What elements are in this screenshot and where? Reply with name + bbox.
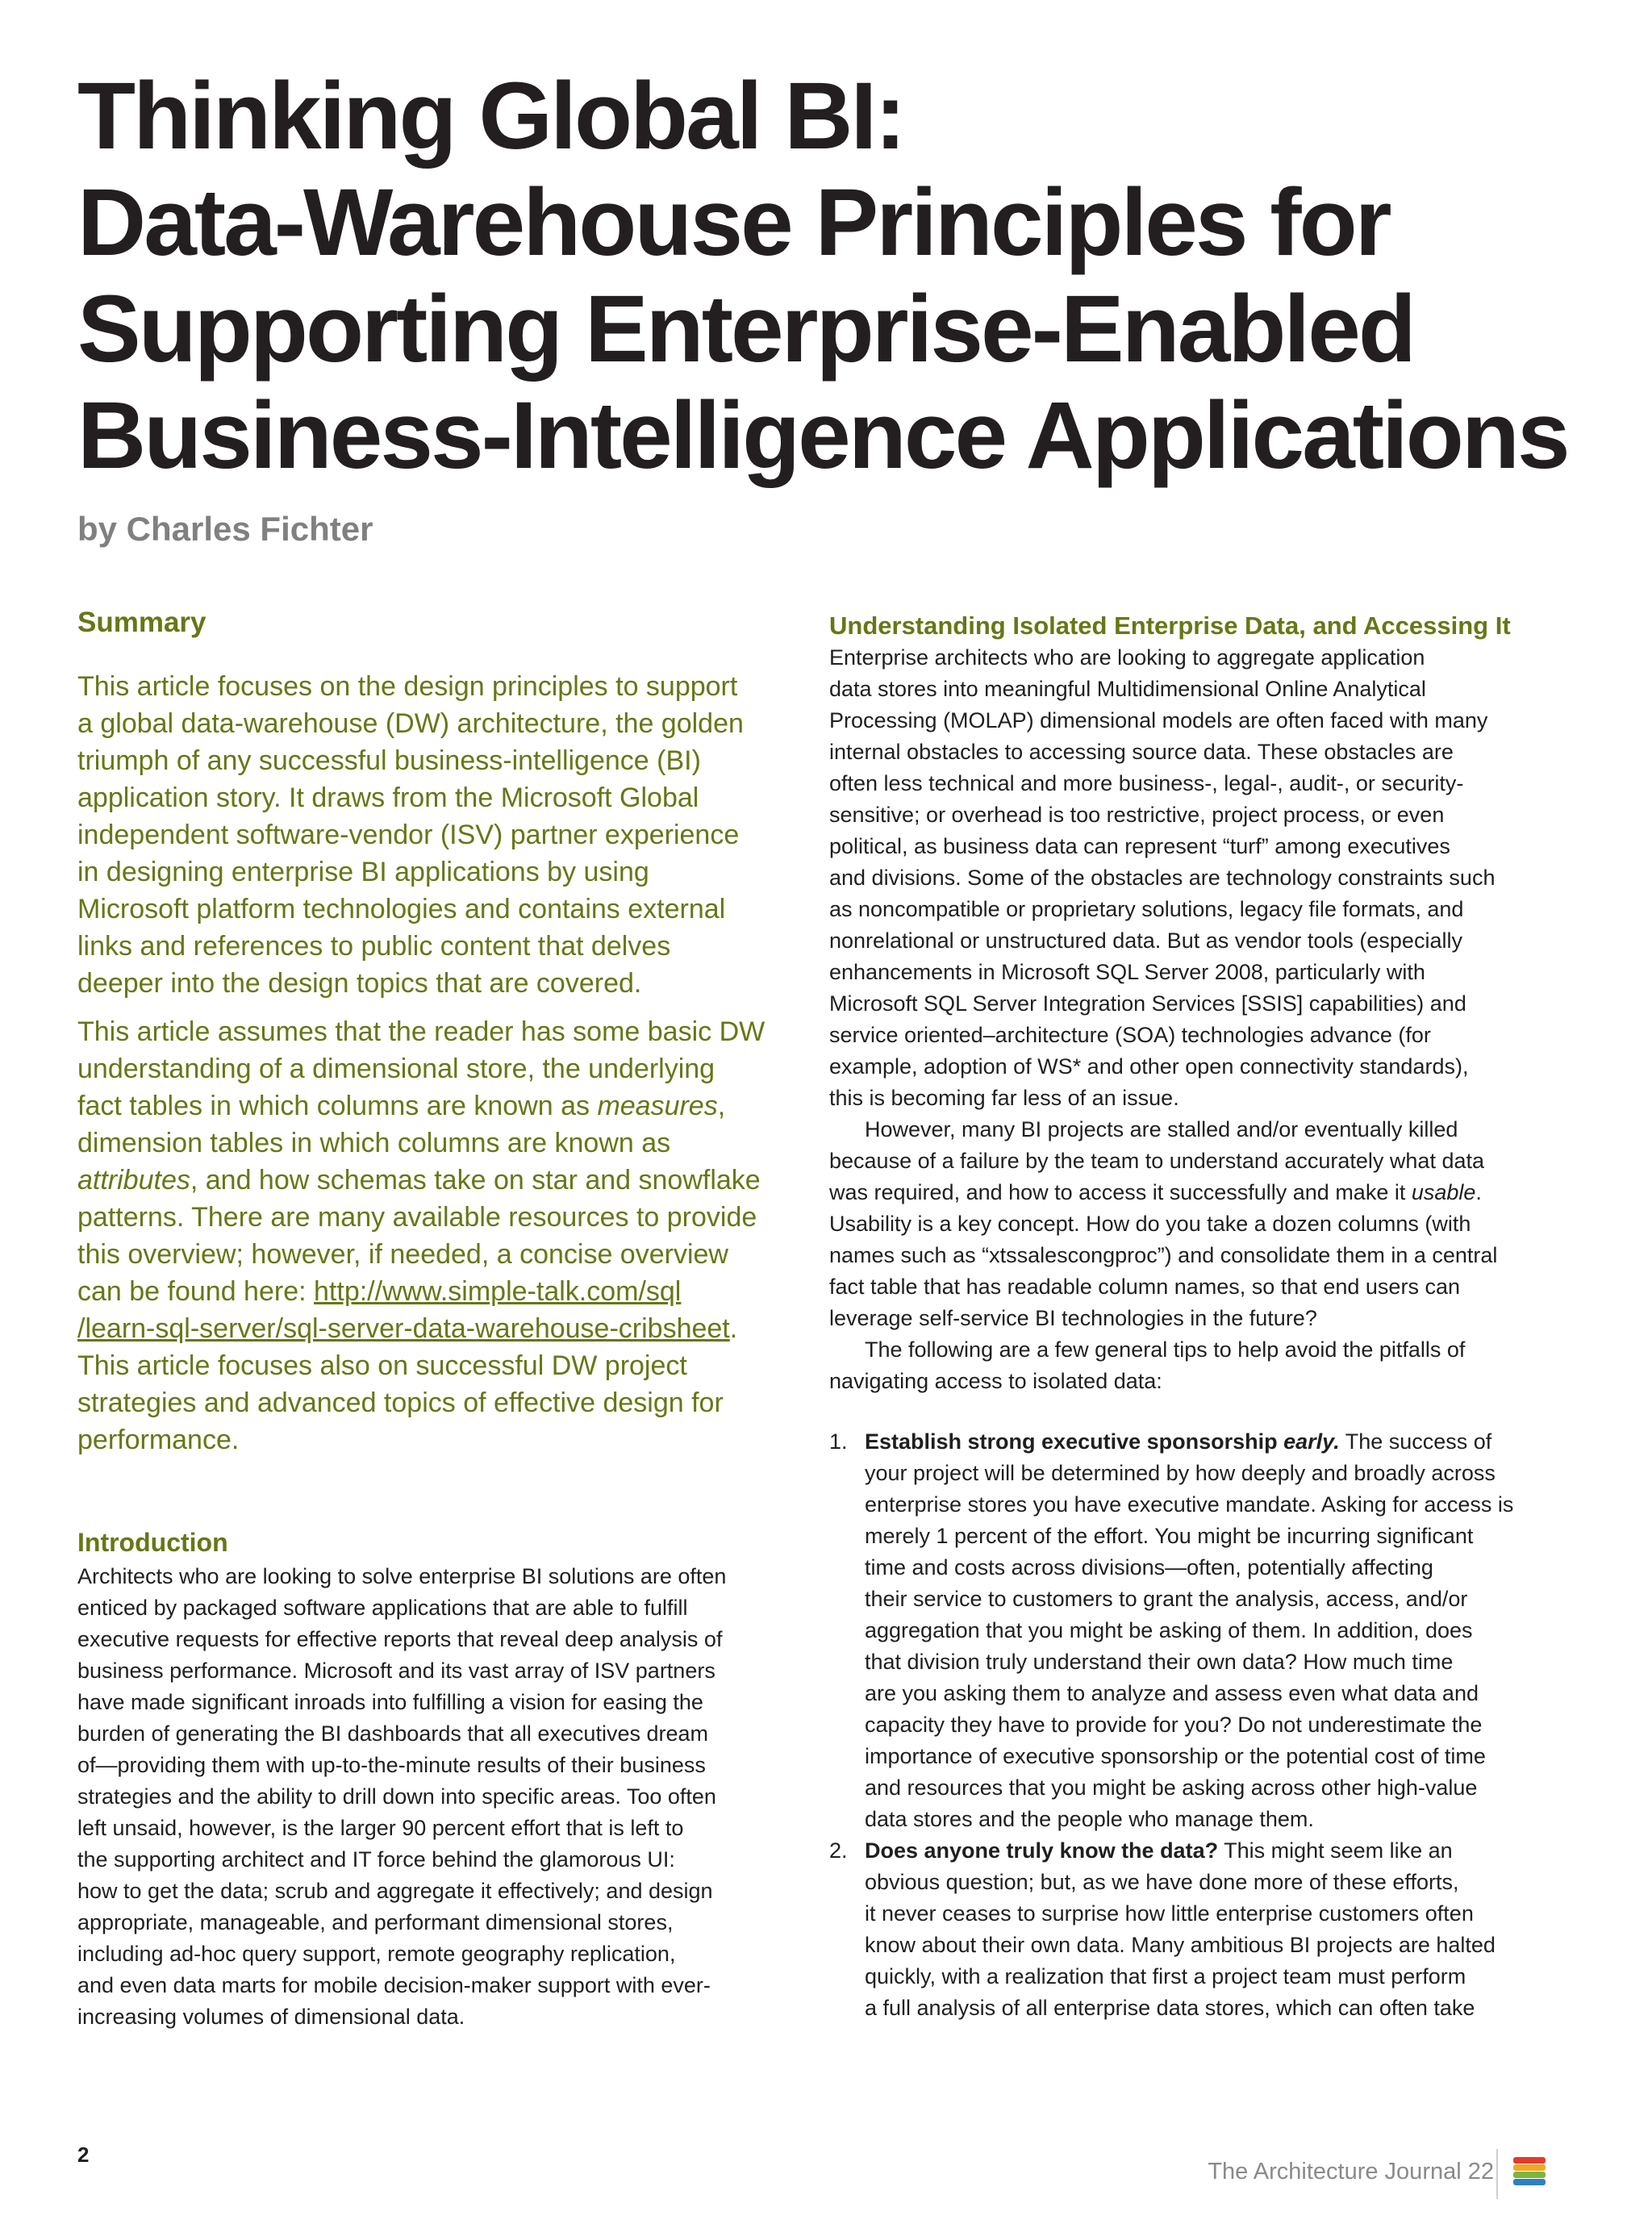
introduction-section (77, 1528, 779, 2033)
article-title (77, 63, 1594, 489)
title-line: Data-Warehouse Principles for (77, 169, 1390, 276)
author-byline: by Charles Fichter (77, 510, 373, 548)
term-usable: usable (1411, 1180, 1476, 1204)
stacked-layers-logo-icon (1512, 2155, 1547, 2188)
cribsheet-link-part2[interactable]: /learn-sql-server/sql-server-data-warehouse-cribsheet (77, 1313, 730, 1344)
logo-layer (1513, 2179, 1546, 2185)
footer-divider (1496, 2149, 1498, 2199)
journal-name: The Architecture Journal 22 (1208, 2159, 1494, 2185)
introduction-heading: Introduction (77, 1528, 228, 1557)
section-paragraph-1: Enterprise architects who are looking to aggregate application data stores into meaningful Multidimensional Online Analytical Processing (MOLAP) dimensional models are often faced with many internal obstacles to accessing source data. These obstacles are often less technical and more business-, legal-, audit-, or security- sensitive; or overhead is too restrictive, project process, or even political, as business data can represent “turf” among executives and divisions. Some of the obstacles are technology constraints such as noncompatible or proprietary solutions, legacy file formats, and nonrelational or unstructured data. But as vendor tools (especially enhancements in Microsoft SQL Server 2008, particularly with Microsoft SQL Server Integration Services [SSIS] capabilities) and service oriented–architecture (SOA) technologies advance (for example, adoption of WS* and other open connectivity standards), this is becoming far less of an issue. (829, 645, 1496, 1110)
logo-layer (1513, 2164, 1546, 2171)
summary-heading: Summary (77, 607, 206, 638)
list-number: 1. (829, 1429, 848, 1454)
section-paragraph-3: The following are a few general tips to help avoid the pitfalls of navigating access to isolated data: (829, 1337, 1466, 1393)
title-line: Business-Intelligence Applications (77, 382, 1568, 489)
title-line: Supporting Enterprise-Enabled (77, 276, 1414, 382)
list-number: 2. (829, 1838, 848, 1863)
tips-list (829, 1426, 1555, 2024)
section-heading: Understanding Isolated Enterprise Data, and Accessing It (829, 611, 1511, 640)
summary-paragraph-2: This article assumes that the reader has some basic DW understanding of a dimensional store, the underlying fact tables in which columns are known as measures, dimension tables in which columns are known as attributes, and how schemas take on star and snowflake patterns. There are many available resources to provide this overview; however, if needed, a concise overview can be found here: http://www.simple-talk.com/sql /learn-sql-server/sql-server-data-warehouse-cribsheet. This article focuses also on successful DW project strategies and advanced topics of effective design for performance. (77, 1016, 766, 1455)
term-measures: measures (597, 1091, 718, 1121)
isolated-data-section (829, 611, 1555, 2024)
list-item: 1. Establish strong executive sponsorship early. The success of your project will be determined by how deeply and broadly across enterprise stores you have executive mandate. Asking for access is merely 1 percent of the effort. You might be incurring significant time and costs across divisions—often, potentially affecting their service to customers to grant the analysis, access, and/or aggregation that you might be asking of them. In addition, does that division truly understand their own data? How much time are you asking them to analyze and assess even what data and capacity they have to provide for you? Do not underestimate the importance of executive sponsorship or the potential cost of time and resources that you might be asking across other high-value data stores and the people who manage them. (829, 1426, 1555, 1835)
summary-section (77, 607, 771, 1470)
title-line: Thinking Global BI: (77, 63, 904, 169)
cribsheet-link-part1[interactable]: http://www.simple-talk.com/sql (314, 1276, 682, 1307)
page-number: 2 (77, 2143, 90, 2167)
list-item: 2. Does anyone truly know the data? This might seem like an obvious question; but, as we have done more of these efforts, it never ceases to surprise how little enterprise customers often know about their own data. Many ambitious BI projects are halted quickly, with a realization that first a project team must perform a full analysis of all enterprise data stores, which can often take (829, 1835, 1555, 2024)
logo-layer (1513, 2172, 1546, 2178)
introduction-paragraph: Architects who are looking to solve enterprise BI solutions are often enticed by packaged software applications that are able to fulfill executive requests for effective reports that reveal deep analysis of business performance. Microsoft and its vast array of ISV partners have made significant inroads into fulfilling a vision for easing the burden of generating the BI dashboards that all executives dream of—providing them with up-to-the-minute results of their business strategies and the ability to drill down into specific areas. Too often left unsaid, however, is the larger 90 percent effort that is left to the supporting architect and IT force behind the glamorous UI: how to get the data; scrub and aggregate it effectively; and design appropriate, manageable, and performant dimensional stores, including ad-hoc query support, remote geography replication, and even data marts for mobile decision-maker support with ever- increasing volumes of dimensional data. (77, 1564, 727, 2029)
term-attributes: attributes (77, 1165, 190, 1196)
summary-paragraph-1: This article focuses on the design principles to support a global data-warehouse (DW) architecture, the golden triumph of any successful business-intelligence (BI) application story. It draws from the Microsoft Global independent software-vendor (ISV) partner experience in designing enterprise BI applications by using Microsoft platform technologies and contains external links and references to public content that delves deeper into the design topics that are covered. (77, 671, 744, 999)
section-paragraph-2: However, many BI projects are stalled and/or eventually killed because of a failure by the team to understand accurately what data was required, and how to access it successfully and make it usable. Usability is a key concept. How do you take a dozen columns (with names such as “xtssalescongproc”) and consolidate them in a central fact table that has readable column names, so that end users can leverage self-service BI technologies in the future? (829, 1117, 1498, 1330)
logo-layer (1513, 2157, 1546, 2164)
